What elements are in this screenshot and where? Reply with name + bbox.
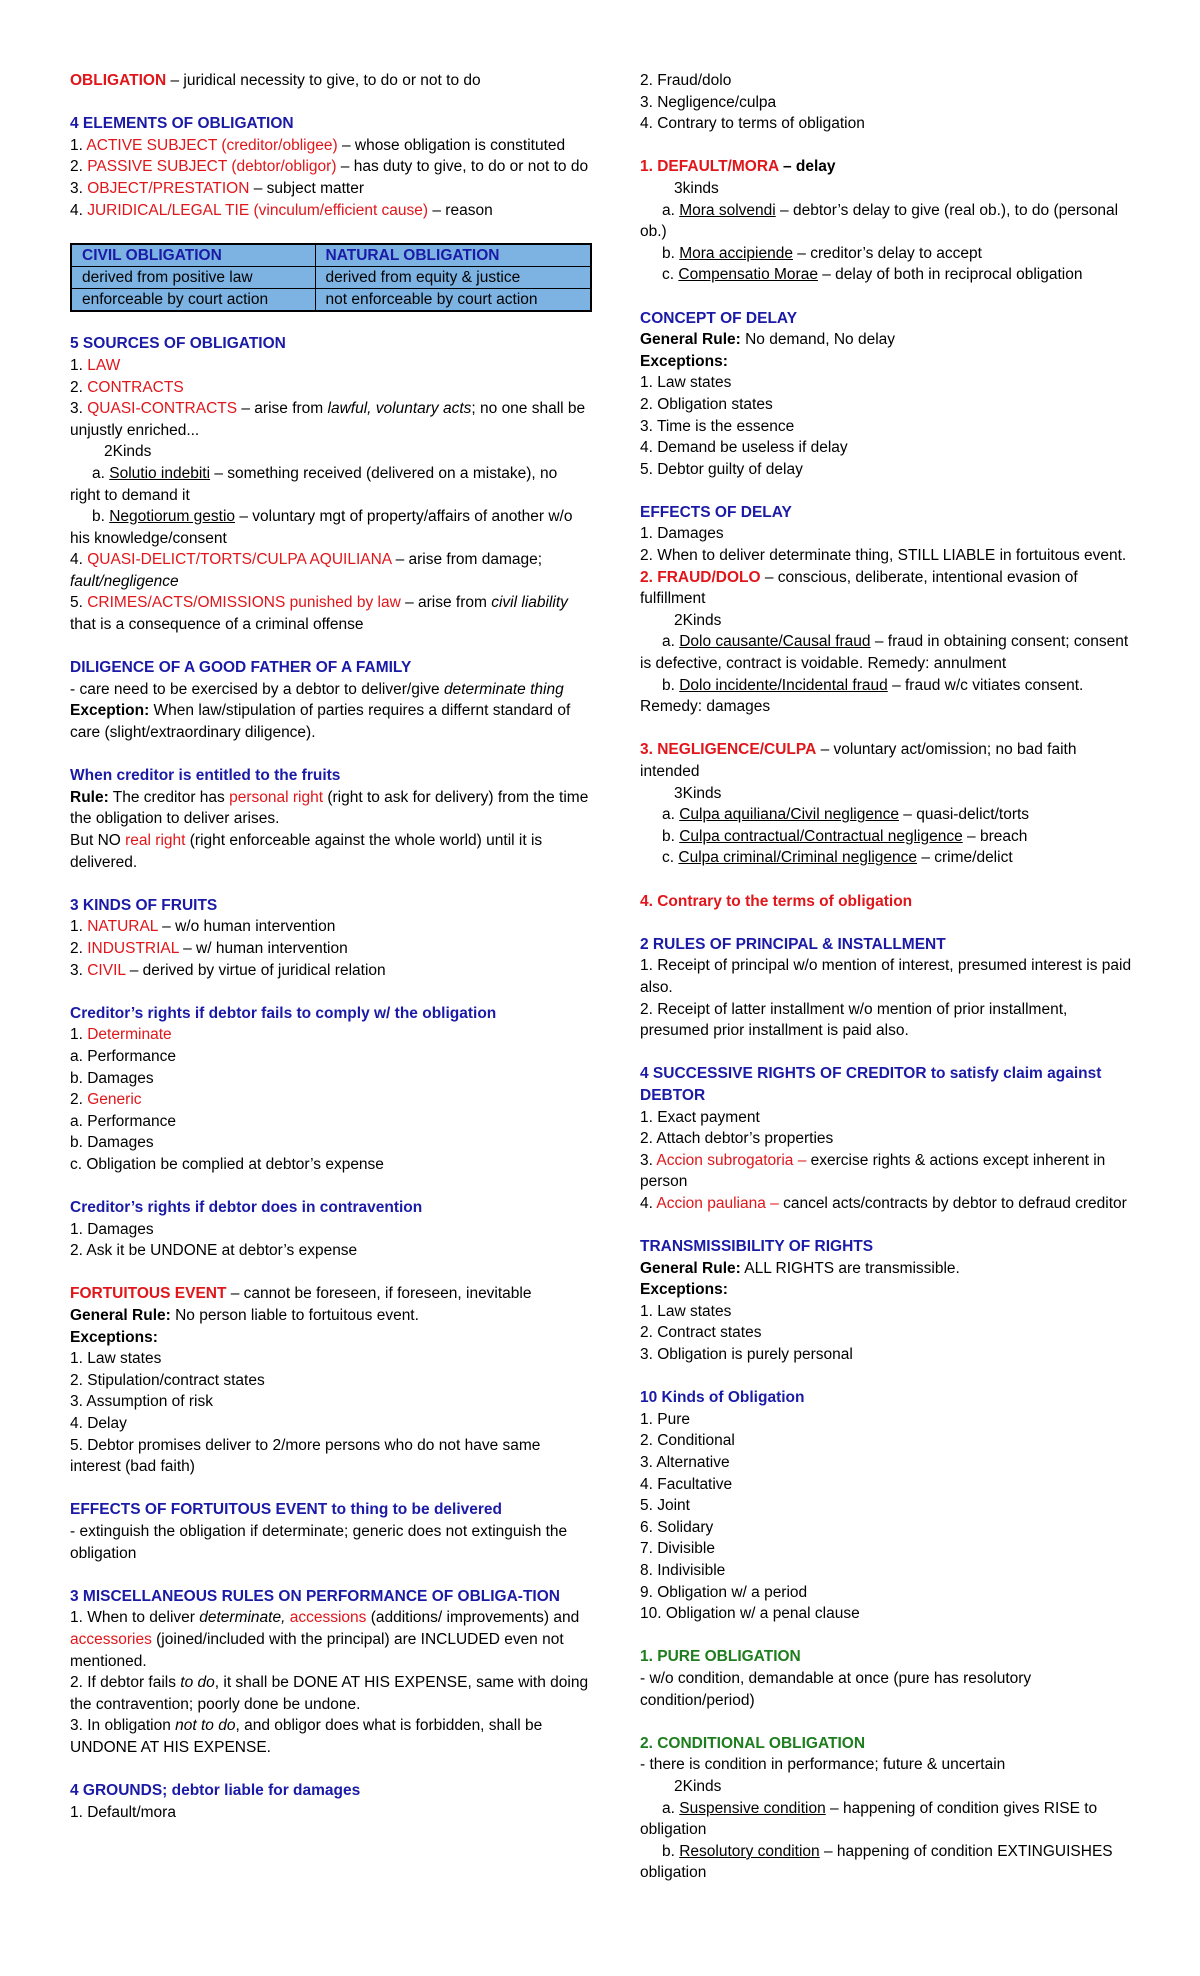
list-item: 4. Delay <box>70 1415 127 1433</box>
rights-fail-heading: Creditor’s rights if debtor fails to comply w/ the obligation <box>70 1004 497 1022</box>
list-item: b. Resolutory condition – happening of condition EXTINGUISHES obligation <box>640 1842 1113 1882</box>
list-item: a. Culpa aquiliana/Civil negligence – quasi-delict/torts <box>662 806 1030 824</box>
list-item: 2. When to deliver determinate thing, STILL LIABLE in fortuitous event. <box>640 547 1127 565</box>
civil-natural-table <box>70 243 592 312</box>
elements-heading: 4 ELEMENTS OF OBLIGATION <box>70 115 294 133</box>
list-item: 3. Assumption of risk <box>70 1393 214 1411</box>
list-item: 4. Demand be useless if delay <box>640 439 848 457</box>
list-item: 10. Obligation w/ a penal clause <box>640 1605 860 1623</box>
kinds-label: 2Kinds <box>674 1777 722 1795</box>
list-item: 4. Contrary to terms of obligation <box>640 115 865 133</box>
table-header-row <box>71 244 591 267</box>
list-item: a. Suspensive condition – happening of condition gives RISE to obligation <box>640 1799 1098 1839</box>
elements-section <box>70 113 590 221</box>
list-item: 3. Obligation is purely personal <box>640 1346 853 1364</box>
exceptions-label: Exceptions: <box>640 352 728 370</box>
kinds-label: 3kinds <box>674 179 719 197</box>
list-item: a. Performance <box>70 1112 176 1130</box>
list-item: c. Obligation be complied at debtor’s expense <box>70 1155 384 1173</box>
negligence-heading: 3. NEGLIGENCE/CULPA – voluntary act/omission; no bad faith intended <box>640 741 1077 780</box>
list-item: 2. CONTRACTS <box>70 378 184 396</box>
successive-rights-heading: 4 SUCCESSIVE RIGHTS OF CREDITOR to satisfy claim against DEBTOR <box>640 1065 1102 1104</box>
list-item: 1. Damages <box>70 1220 154 1238</box>
list-item: 1. Pure <box>640 1410 690 1428</box>
diligence-section <box>70 657 590 743</box>
list-item: 1. LAW <box>70 356 121 374</box>
kinds-fruits-section <box>70 895 590 981</box>
effects-delay-heading: EFFECTS OF DELAY <box>640 503 792 521</box>
list-item: 2. Conditional <box>640 1432 735 1450</box>
list-item: 4. QUASI-DELICT/TORTS/CULPA AQUILIANA – arise from damage; fault/negligence <box>70 551 543 590</box>
table-cell: enforceable by court action <box>71 288 315 311</box>
fraud-section <box>640 567 1140 718</box>
kinds-label: 3Kinds <box>674 784 722 802</box>
list-item: 1. Law states <box>640 1302 732 1320</box>
list-item: 3. Negligence/culpa <box>640 93 777 111</box>
principal-section <box>640 934 1140 1042</box>
paragraph: General Rule: ALL RIGHTS are transmissible. <box>640 1259 960 1277</box>
diligence-heading: DILIGENCE OF A GOOD FATHER OF A FAMILY <box>70 659 412 677</box>
default-section <box>640 156 1140 286</box>
left-column <box>70 70 590 1845</box>
paragraph: But NO real right (right enforceable against the whole world) until it is delivered. <box>70 832 543 871</box>
sources-section <box>70 333 590 635</box>
list-item: 2. If debtor fails to do, it shall be DONE AT HIS EXPENSE, same with doing the contravention; poorly done be undone. <box>70 1674 589 1713</box>
effects-delay-section <box>640 502 1140 567</box>
list-item: 2. Attach debtor’s properties <box>640 1130 834 1148</box>
list-item: 1. Determinate <box>70 1026 172 1044</box>
list-item: 2. Fraud/dolo <box>640 72 732 89</box>
list-item: 4. Accion pauliana – cancel acts/contracts by debtor to defraud creditor <box>640 1194 1127 1212</box>
obligation-definition <box>70 70 590 92</box>
default-heading: 1. DEFAULT/MORA – delay <box>640 158 836 176</box>
negligence-section <box>640 739 1140 869</box>
pure-obligation-section <box>640 1646 1140 1711</box>
list-item: 5. CRIMES/ACTS/OMISSIONS punished by law – arise from civil liability that is a consequence of a criminal offense <box>70 594 568 634</box>
exceptions-label: Exceptions: <box>640 1281 728 1299</box>
rights-contravention-heading: Creditor’s rights if debtor does in contravention <box>70 1199 423 1217</box>
list-item: a. Performance <box>70 1047 176 1065</box>
paragraph: General Rule: No person liable to fortuitous event. <box>70 1307 419 1325</box>
list-item: 2. Contract states <box>640 1324 762 1342</box>
list-item: 3. CIVIL – derived by virtue of juridical relation <box>70 961 386 979</box>
paragraph: - there is condition in performance; future & uncertain <box>640 1756 1006 1774</box>
list-item: 2. Receipt of latter installment w/o mention of prior installment, presumed prior installment is paid also. <box>640 1000 1068 1040</box>
fruits-entitled-heading: When creditor is entitled to the fruits <box>70 767 341 785</box>
list-item: 6. Solidary <box>640 1518 714 1536</box>
table-row <box>71 288 591 311</box>
rights-fail-section <box>70 1003 590 1176</box>
list-item: 3. In obligation not to do, and obligor does what is forbidden, shall be UNDONE AT HIS EXPENSE. <box>70 1717 543 1756</box>
concept-delay-heading: CONCEPT OF DELAY <box>640 309 798 327</box>
fraud-heading: 2. FRAUD/DOLO – conscious, deliberate, intentional evasion of fulfillment <box>640 568 1078 608</box>
list-item: 2. Generic <box>70 1091 142 1109</box>
misc-rules-section <box>70 1586 590 1759</box>
paragraph: - care need to be exercised by a debtor to deliver/give determinate thing <box>70 680 564 698</box>
list-item: 3. OBJECT/PRESTATION – subject matter <box>70 179 365 197</box>
list-item: 7. Divisible <box>640 1540 715 1558</box>
pure-obligation-heading: 1. PURE OBLIGATION <box>640 1648 801 1666</box>
list-item: 4. Facultative <box>640 1475 733 1493</box>
list-item: 1. Exact payment <box>640 1108 760 1126</box>
fruits-entitled-section <box>70 765 590 873</box>
list-item: 5. Debtor promises deliver to 2/more persons who do not have same interest (bad faith) <box>70 1436 541 1476</box>
list-item: 2. Obligation states <box>640 395 773 413</box>
paragraph: - extinguish the obligation if determinate; generic does not extinguish the obligation <box>70 1523 568 1562</box>
list-item: b. Mora accipiende – creditor’s delay to accept <box>662 244 982 262</box>
kinds-label: 2Kinds <box>104 443 152 461</box>
transmissibility-section <box>640 1236 1140 1366</box>
effects-fortuitous-heading: EFFECTS OF FORTUITOUS EVENT to thing to be delivered <box>70 1501 503 1519</box>
table-header-cell: NATURAL OBLIGATION <box>315 244 591 267</box>
list-item: 9. Obligation w/ a period <box>640 1583 808 1601</box>
grounds-section <box>70 1780 590 1823</box>
list-item: b. Negotiorum gestio – voluntary mgt of property/affairs of another w/o his knowledge/consent <box>70 508 573 547</box>
list-item: 2. INDUSTRIAL – w/ human intervention <box>70 939 348 957</box>
list-item: 1. Law states <box>640 374 732 392</box>
list-item: 1. Receipt of principal w/o mention of interest, presumed interest is paid also. <box>640 957 1132 996</box>
list-item: 3. QUASI-CONTRACTS – arise from lawful, voluntary acts; no one shall be unjustly enriched... <box>70 400 586 439</box>
fortuitous-section <box>70 1283 590 1477</box>
table-cell: not enforceable by court action <box>315 288 591 311</box>
conditional-obligation-heading: 2. CONDITIONAL OBLIGATION <box>640 1734 866 1752</box>
table-cell: derived from positive law <box>71 266 315 288</box>
conditional-obligation-section <box>640 1733 1140 1884</box>
list-item: 4. JURIDICAL/LEGAL TIE (vinculum/efficient cause) – reason <box>70 201 493 219</box>
contrary-section <box>640 891 1140 913</box>
list-item: 2. Stipulation/contract states <box>70 1371 265 1389</box>
list-item: a. Mora solvendi – debtor’s delay to give (real ob.), to do (personal ob.) <box>640 201 1119 241</box>
kinds-obligation-section <box>640 1387 1140 1625</box>
paragraph: Rule: The creditor has personal right (right to ask for delivery) from the time the obligation to deliver arises. <box>70 788 589 828</box>
list-item: 3. Accion subrogatoria – exercise rights & actions except inherent in person <box>640 1151 1106 1191</box>
list-item: 1. NATURAL – w/o human intervention <box>70 918 336 936</box>
list-item: 1. When to deliver determinate, accessions (additions/ improvements) and accessories (joined/included with the principal) are INCLUDED even not mentioned. <box>70 1609 580 1670</box>
list-item: c. Compensatio Morae – delay of both in reciprocal obligation <box>662 266 1083 284</box>
list-item: 5. Joint <box>640 1497 690 1515</box>
list-item: 2. PASSIVE SUBJECT (debtor/obligor) – has duty to give, to do or not to do <box>70 158 589 176</box>
transmissibility-heading: TRANSMISSIBILITY OF RIGHTS <box>640 1238 874 1256</box>
rights-contravention-section <box>70 1197 590 1262</box>
successive-rights-section <box>640 1063 1140 1214</box>
kinds-obligation-heading: 10 Kinds of Obligation <box>640 1389 805 1407</box>
kinds-fruits-heading: 3 KINDS OF FRUITS <box>70 896 218 914</box>
table-row <box>71 266 591 288</box>
list-item: 1. Default/mora <box>70 1803 176 1821</box>
table-cell: derived from equity & justice <box>315 266 591 288</box>
paragraph: Exception: When law/stipulation of parties requires a differnt standard of care (slight/extraordinary diligence). <box>70 702 571 742</box>
misc-rules-heading: 3 MISCELLANEOUS RULES ON PERFORMANCE OF OBLIGA-TION <box>70 1587 560 1605</box>
contrary-heading: 4. Contrary to the terms of obligation <box>640 892 913 910</box>
sources-heading: 5 SOURCES OF OBLIGATION <box>70 335 286 353</box>
kinds-label: 2Kinds <box>674 611 722 629</box>
grounds-heading: 4 GROUNDS; debtor liable for damages <box>70 1782 361 1800</box>
list-item: c. Culpa criminal/Criminal negligence – crime/delict <box>662 849 1013 867</box>
paragraph: General Rule: No demand, No delay <box>640 331 896 349</box>
table-header-cell: CIVIL OBLIGATION <box>71 244 315 267</box>
effects-fortuitous-section <box>70 1499 590 1564</box>
fortuitous-definition: FORTUITOUS EVENT – cannot be foreseen, if foreseen, inevitable <box>70 1285 532 1303</box>
list-item: 3. Alternative <box>640 1454 730 1471</box>
list-item: b. Damages <box>70 1134 154 1152</box>
list-item: 3. Time is the essence <box>640 417 795 435</box>
list-item: 1. Law states <box>70 1350 162 1368</box>
principal-heading: 2 RULES OF PRINCIPAL & INSTALLMENT <box>640 935 946 953</box>
list-item: 2. Ask it be UNDONE at debtor’s expense <box>70 1242 358 1260</box>
list-item: 5. Debtor guilty of delay <box>640 460 803 478</box>
list-item: 1. Damages <box>640 525 724 543</box>
paragraph: - w/o condition, demandable at once (pure has resolutory condition/period) <box>640 1669 1032 1709</box>
obligation-term: OBLIGATION <box>70 72 167 89</box>
list-item: b. Damages <box>70 1069 154 1087</box>
concept-delay-section <box>640 308 1140 481</box>
list-item: b. Dolo incidente/Incidental fraud – fraud w/c vitiates consent. Remedy: damages <box>640 676 1084 716</box>
grounds-continued <box>640 70 1140 135</box>
list-item: a. Solutio indebiti – something received (delivered on a mistake), no right to demand it <box>70 464 558 504</box>
list-item: a. Dolo causante/Causal fraud – fraud in obtaining consent; consent is defective, contract is voidable. Remedy: annulment <box>640 633 1129 673</box>
obligation-def: – juridical necessity to give, to do or not to do <box>166 72 481 89</box>
list-item: 8. Indivisible <box>640 1561 726 1579</box>
list-item: 1. ACTIVE SUBJECT (creditor/obligee) – whose obligation is constituted <box>70 136 566 154</box>
exceptions-label: Exceptions: <box>70 1328 158 1346</box>
right-column <box>640 70 1140 1905</box>
list-item: b. Culpa contractual/Contractual negligence – breach <box>662 827 1028 845</box>
